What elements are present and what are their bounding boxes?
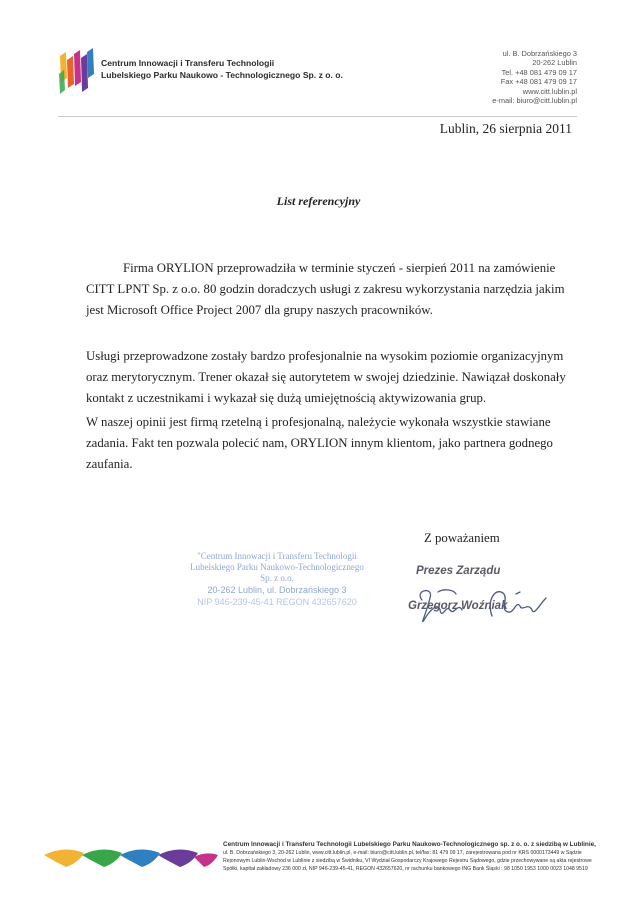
- signatory-role: Prezes Zarządu: [416, 565, 501, 577]
- contact-block: [492, 49, 577, 105]
- organization-name: [101, 57, 343, 81]
- closing-salutation: Z poważaniem: [424, 531, 500, 545]
- paragraph-3-line: W naszej opinii jest firmą rzetelną i profesjonalną, należycie wykonała wszystkie stawiane: [86, 415, 551, 429]
- header-divider: [58, 116, 577, 117]
- stamp-line: "Centrum Innowacji i Transferu Technologii: [197, 551, 357, 561]
- paragraph-3: [86, 412, 572, 475]
- paragraph-2: [86, 346, 572, 409]
- organization-name-line2: Lubelskiego Parku Naukowo - Technologicznego Sp. z o. o.: [101, 70, 343, 80]
- paragraph-3-line: zadania. Fakt ten pozwala polecić nam, ORYLION innym klientom, jako partnera godnego: [86, 436, 553, 450]
- contact-fax: Fax +48 081 479 09 17: [500, 77, 577, 87]
- footer-line: ul. B. Dobrzańskiego 3, 20-262 Lublin, www.citt.lublin.pl, e-mail: biuro@citt.lublin.pl, tel/fax: 81 479 09 17, zarejestrowana pod nr KRS 0000173449 w Sądzie: [223, 850, 582, 857]
- paragraph-2-line: kontakt z uczestnikami i wykazał się dużą umiejętnością aktywizowania grup.: [86, 391, 487, 405]
- signatory-name: Grzegorz Woźniak: [408, 600, 508, 612]
- paragraph-2-line: oraz merytorycznym. Trener okazał się autorytetem w swojej dziedzinie. Nawiązał doskonały: [86, 370, 566, 384]
- stamp-line: 20-262 Lublin, ul. Dobrzańskiego 3: [207, 585, 347, 595]
- contact-address: ul. B. Dobrzańskiego 3: [502, 49, 577, 58]
- stamp-line: Sp. z o.o.: [260, 573, 294, 583]
- contact-email: e-mail: biuro@citt.lublin.pl: [492, 96, 577, 106]
- contact-website: www.citt.lublin.pl: [522, 86, 577, 96]
- paragraph-1: [86, 258, 572, 321]
- footer-legal-text: [223, 841, 618, 873]
- footer-line: Centrum Innowacji i Transferu Technologii Lubelskiego Parku Naukowo-Technologicznego sp. z o. o. z siedzibą w Lublinie,: [223, 841, 596, 848]
- footer-color-bands-icon: [44, 845, 219, 869]
- letter-date: Lublin, 26 sierpnia 2011: [439, 121, 572, 136]
- contact-phone: Tel. +48 081 479 09 17: [501, 67, 577, 77]
- paragraph-1-line: jest Microsoft Office Project 2007 dla grupy naszych pracowników.: [86, 303, 433, 317]
- organization-name-line1: Centrum Innowacji i Transferu Technologii: [101, 58, 275, 68]
- company-stamp: [184, 551, 370, 608]
- citt-logo-icon: [57, 48, 97, 96]
- footer-line: Rejonowym Lublin-Wschód w Lublinie z siedzibą w Świdniku, VI Wydział Gospodarczy Krajowego Rejestru Sądowego, gdzie przechowywane są akta rejestrowe: [223, 858, 592, 865]
- paragraph-2-line: Usługi przeprowadzone zostały bardzo profesjonalnie na wysokim poziomie organizacyjnym: [86, 349, 564, 363]
- stamp-line: NIP 946-239-45-41 REGON 432657620: [197, 597, 357, 607]
- handwritten-signature: [404, 580, 554, 632]
- paragraph-1-line: CITT LPNT Sp. z o.o. 80 godzin doradczych usługi z zakresu wykorzystania narzędzia jakim: [86, 282, 565, 296]
- letter-title: List referencyjny: [276, 194, 361, 208]
- paragraph-3-line: zaufania.: [86, 457, 133, 471]
- contact-city: 20-262 Lublin: [532, 58, 577, 68]
- stamp-line: Lubelskiego Parku Naukowo-Technologicznego: [190, 562, 364, 572]
- footer-line: Spółki, kapitał zakładowy 236 000 zł, NIP 946-239-45-41, REGON 432657620, nr rachunku bankowego ING Bank Śląski : 98 1050 1953 1000 0023 1048 9519: [223, 866, 588, 873]
- paragraph-1-line: Firma ORYLION przeprowadziła w terminie styczeń - sierpień 2011 na zamówienie: [123, 261, 556, 275]
